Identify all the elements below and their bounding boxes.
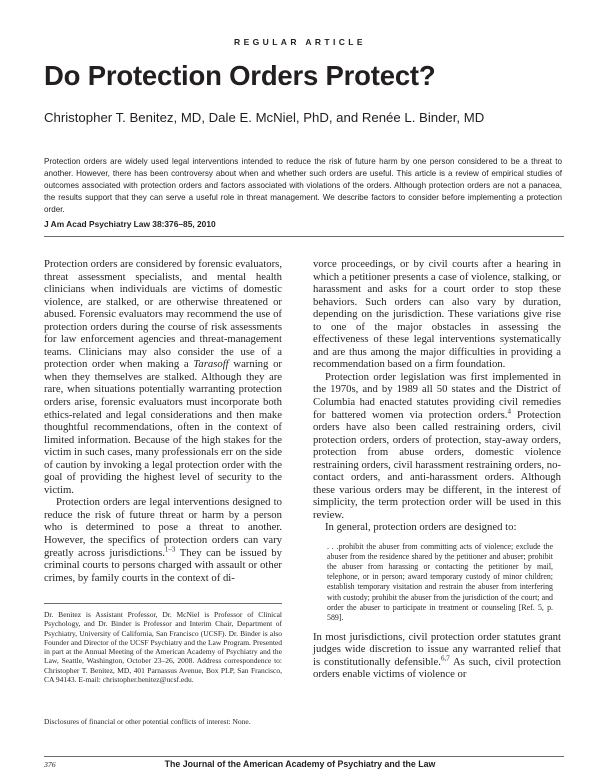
journal-name: The Journal of the American Academy of Psychiatry and the Law — [164, 759, 436, 769]
disclosure-note: Disclosures of financial or other potential conflicts of interest: None. — [44, 717, 251, 726]
body-column-right — [313, 258, 561, 681]
block-quote: . . .prohibit the abuser from committing acts of violence; exclude the abuser from the residence shared by the petitioner and abuser; prohibit the abuser from harassing or contacting the petitioner by mail, telephone, or in person; award temporary custody of minor children; establish temporary visitation and restrain the abuser from interfering with custody; prohibit the abuser from the jurisdiction of the court; and order the abuser to participate in treatment or counseling [Ref. 5, p. 589]. — [327, 542, 553, 622]
reference-superscript: 4 — [507, 407, 511, 415]
author-footnote: Dr. Benitez is Assistant Professor, Dr. McNiel is Professor of Clinical Psychology, and Dr. Binder is Professor and Interim Chair, Department of Psychiatry, University of California, San Francisco (UCSF). Dr. Binder is also Founder and Director of the UCSF Psychiatry and the Law Program. Presented in part at the Annual Meeting of the American Academy of Psychiatry and the Law, Seattle, Washington, October 23–26, 2008. Address correspondence to: Christopher T. Benitez, MD, 401 Parnassus Avenue, Box PLP, San Francisco, CA 94143. E-mail: christopher.benitez@ucsf.edu. — [44, 610, 282, 685]
reference-superscript: 6,7 — [440, 654, 450, 663]
body-paragraph: Protection order legislation was first implemented in the 1970s, and by 1989 all 50 states and the District of Columbia had enacted statutes providing civil remedies for battered women via protection orders.$^4$ Protection orders have also been called restraining orders, civil protection orders, orders of protection, stay-away orders, protection from abuse orders, domestic violence restraining orders, civil harassment restraining orders, no-contact orders, and anti-harassment orders. Although these various orders may be different, in the interest of simplicity, the term protection order will be used in this review. — [313, 370, 561, 521]
author-list: Christopher T. Benitez, MD, Dale E. McNiel, PhD, and Renée L. Binder, MD — [44, 110, 485, 125]
body-paragraph: Protection orders are legal interventions designed to reduce the risk of future threat or harm by a person who is determined to pose a threat to another. However, the specifics of protection orders can vary greatly across jurisdictions.$^{1-3}$ They can be issued by criminal courts to persons charged with assault or other crimes, by family courts in the context of di- — [44, 496, 282, 584]
article-title: Do Protection Orders Protect? — [44, 60, 436, 91]
page-number: 376 — [44, 760, 56, 769]
body-paragraph: In general, protection orders are designed to: — [325, 521, 517, 534]
footer-divider — [44, 756, 564, 757]
footnote-divider — [44, 603, 282, 604]
tarasoff-term: Tarasoff — [193, 358, 229, 371]
reference-superscript: 1–3 — [164, 545, 176, 554]
body-paragraph: Protection orders are considered by forensic evaluators, threat assessment specialists, and mental health clinicians when individuals are victims of domestic violence, are stalked, or are otherwise threatened or abused. Forensic evaluators may recommend the use of protection orders during the course of risk assessments for law enforcement agencies and threat-management teams. Clinicians may also consider the use of a protection order when making a Tarasoff warning or when they themselves are stalked. Although they are rare, when situations potentially warranting protection orders arise, forensic evaluators must incorporate both ethics-related and legal considerations and then make thoughtful recommendations, often in the context of limited information. Because of the high stakes for the victim in such cases, many professionals err on the side of caution by invoking a legal protection order with the goal of providing the highest level of security to the victim. — [44, 258, 282, 496]
body-paragraph: In most jurisdictions, civil protection order statutes grant judges wide discretion to issue any warranted relief that is constitutionally defensible.$^{6,7}$ As such, civil protection orders enable victims of violence or — [313, 630, 561, 681]
body-column-left — [44, 258, 282, 584]
article-type-kicker: REGULAR ARTICLE — [234, 37, 366, 47]
abstract: Protection orders are widely used legal interventions intended to reduce the risk of future harm by one person considered to be a threat to another. However, there has been controversy about when and whether such orders are useful. This article is a review of empirical studies of outcomes associated with protection orders and factors associated with violations of the orders. Although protection orders are not a panacea, the results support that they can serve a useful role in threat management. We describe factors to consider before implementing a protection order. — [44, 157, 562, 214]
citation: J Am Acad Psychiatry Law 38:376–85, 2010 — [44, 219, 216, 229]
body-paragraph: vorce proceedings, or by civil courts after a hearing in which a petitioner presents a case of violence, stalking, or harassment and asks for a court order to stop these behaviors. Such orders can also vary by duration, depending on the jurisdiction. These variations give rise to one of the major obstacles in assessing the effectiveness of these legal interventions systematically and are thus among the major difficulties in providing a recommendation based on a firm foundation. — [313, 258, 561, 371]
header-divider — [44, 236, 564, 237]
